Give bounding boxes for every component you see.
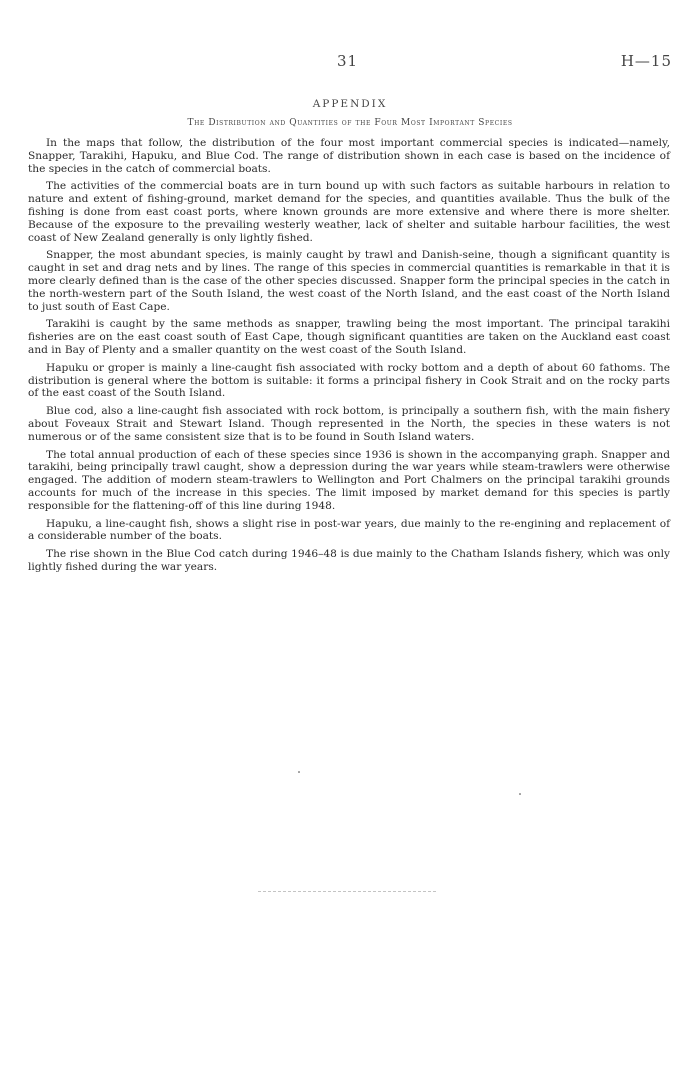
- paragraph-hapuku-rise: Hapuku, a line-caught fish, shows a slight rise in post-war years, due mainly to the re-engining and replacement of a considerable number of the boats.: [28, 517, 670, 543]
- section-subheading: The Distribution and Quantities of the Four Most Important Species: [187, 118, 513, 128]
- paragraph-hapuku: Hapuku or groper is mainly a line-caught fish associated with rocky bottom and a depth of about 60 fathoms. The distribution is general where the bottom is suitable: it forms a principal fishery in Cook Strait and on the rocky parts of the east coast of the South Island.: [28, 361, 670, 400]
- paragraph-tarakihi: Tarakihi is caught by the same methods as snapper, trawling being the most important. The principal tarakihi fisheries are on the east coast south of East Cape, though significant quantities are taken on the Auckland east coast and in Bay of Plenty and a smaller quantity on the west coast of the South Island.: [28, 318, 670, 356]
- scan-speck: [298, 771, 300, 773]
- appendix-heading: APPENDIX: [312, 98, 388, 110]
- scan-speck: [519, 793, 521, 795]
- paragraph-blue-cod-rise: The rise shown in the Blue Cod catch during 1946–48 is due mainly to the Chatham Islands fishery, which was only lightly fished during the war years.: [28, 548, 670, 573]
- document-reference: H—15: [620, 52, 672, 70]
- paragraph-commercial-boats: The activities of the commercial boats are in turn bound up with such factors as suitable harbours in relation to nature and extent of fishing-ground, market demand for the species, and quantities available. Thus the bulk of the fishing is done from east coast ports, where known grounds are more extensive and where there is more shelter. Because of the exposure to the prevailing westerly weather, lack of shelter and suitable harbour facilities, the west coast of New Zealand generally is only lightly fished.: [28, 180, 670, 244]
- paragraph-intro: In the maps that follow, the distribution of the four most important commercial species is indicated—namely, Snapper, Tarakihi, Hapuku, and Blue Cod. The range of distribution shown in each case is based on the incidence of the species in the catch of commercial boats.: [28, 137, 670, 175]
- body-text: [28, 137, 670, 579]
- page-number: 31: [337, 52, 359, 70]
- paragraph-annual-production: The total annual production of each of these species since 1936 is shown in the accompanying graph. Snapper and tarakihi, being principally trawl caught, show a depression during the war years while steam-trawlers were otherwise engaged. The addition of modern steam-trawlers to Wellington and Port Chalmers on the principal tarakihi grounds accounts for much of the increase in this species. The limit imposed by market demand for this species is partly responsible for the flattening-off of this line during 1948.: [28, 448, 670, 512]
- scan-rule: [258, 891, 436, 892]
- paragraph-blue-cod: Blue cod, also a line-caught fish associated with rock bottom, is principally a southern fish, with the main fishery about Foveaux Strait and Stewart Island. Though represented in the North, the species in these waters is not numerous or of the same consistent size that is to be found in South Island waters.: [28, 405, 670, 443]
- paragraph-snapper: Snapper, the most abundant species, is mainly caught by trawl and Danish-seine, though a significant quantity is caught in set and drag nets and by lines. The range of this species in commercial quantities is remarkable in that it is more clearly defined than is the case of the other species discussed. Snapper form the principal species in the catch in the north-western part of the South Island, the west coast of the North Island, and the east coast of the North Island to just south of East Cape.: [28, 249, 670, 313]
